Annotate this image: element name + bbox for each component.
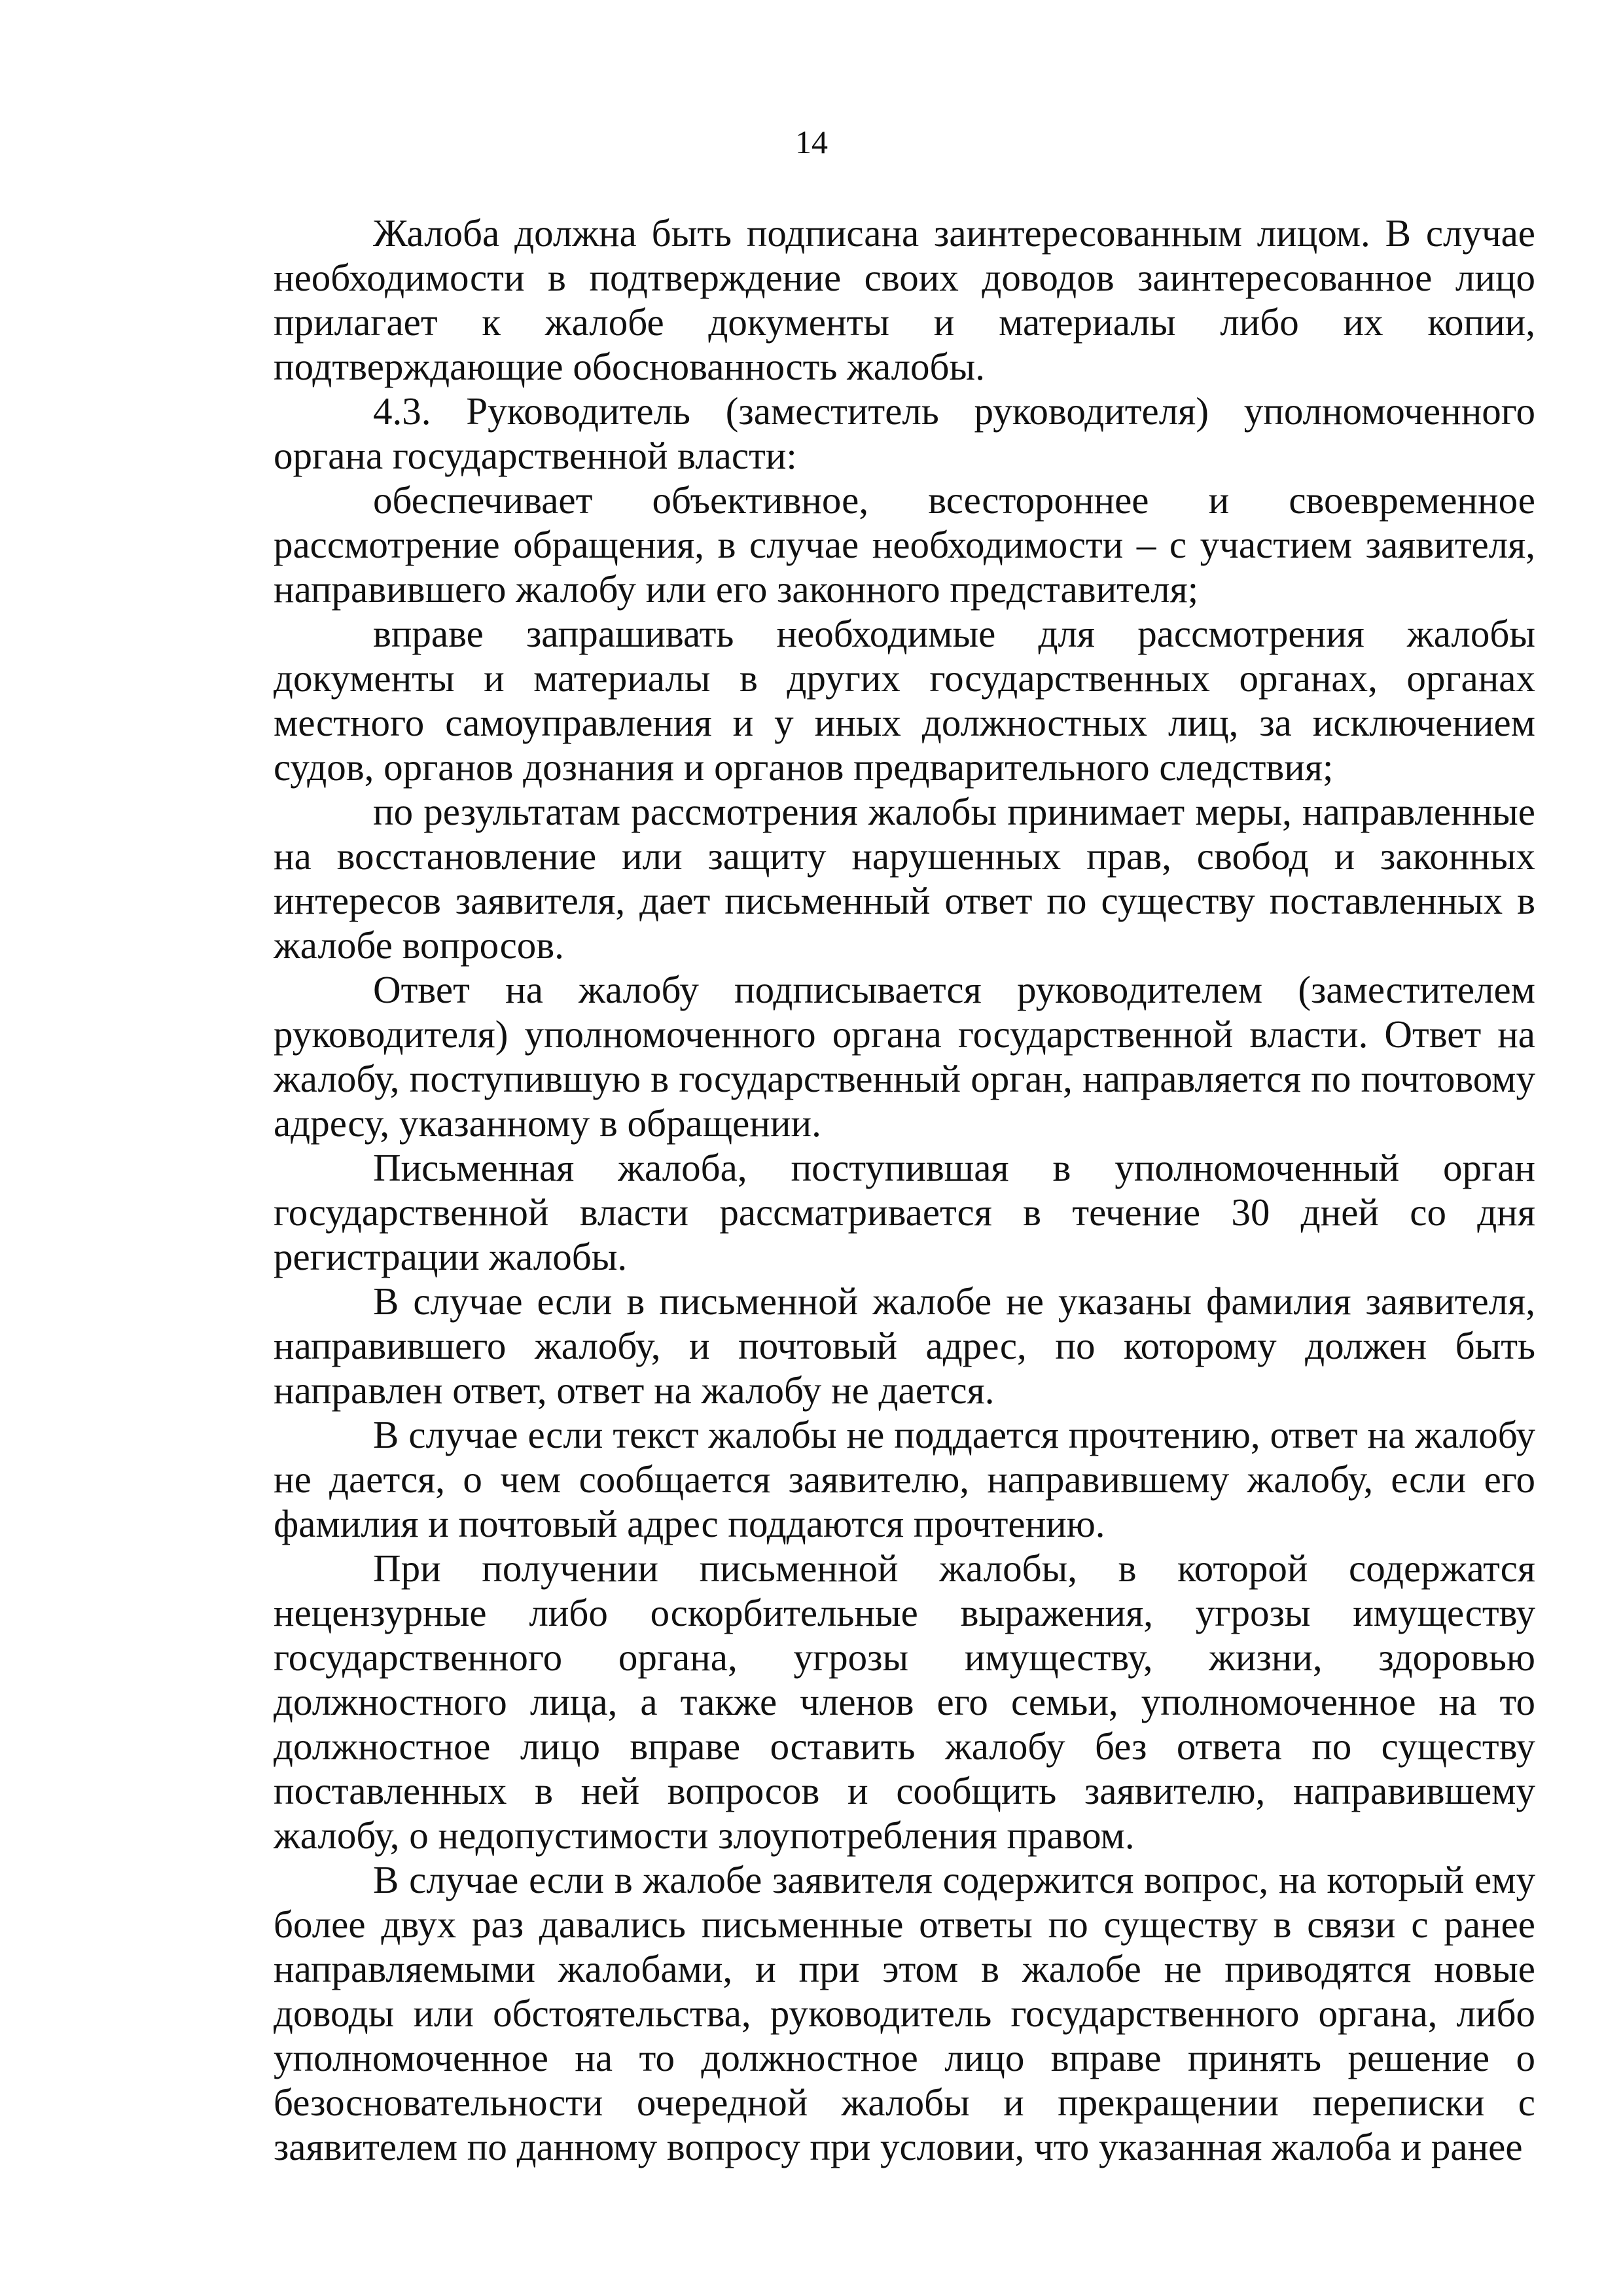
paragraph-review-period: Письменная жалоба, поступившая в уполномоченный орган государственной власти рассматривается в течение 30 дней со дня регистрации жалобы.	[274, 1146, 1535, 1278]
paragraph-unreadable-text: В случае если текст жалобы не поддается прочтению, ответ на жалобу не дается, о чем сообщается заявителю, направившему жалобу, если его фамилия и почтовый адрес поддаются прочтению.	[274, 1413, 1535, 1545]
paragraph-signature-requirement: Жалоба должна быть подписана заинтересованным лицом. В случае необходимости в подтверждение своих доводов заинтересованное лицо прилагает к жалобе документы и материалы либо их копии, подтверждающие обоснованность жалобы.	[274, 211, 1535, 388]
paragraph-request-documents: вправе запрашивать необходимые для рассмотрения жалобы документы и материалы в других государственных органах, органах местного самоуправления и у иных должностных лиц, за исключением судов, органов дознания и органов предварительного следствия;	[274, 612, 1535, 789]
page-number: 14	[795, 124, 828, 160]
document-body	[274, 211, 1535, 2169]
paragraph-no-name-address: В случае если в письменной жалобе не указаны фамилия заявителя, направившего жалобу, и почтовый адрес, по которому должен быть направлен ответ, ответ на жалобу не дается.	[274, 1280, 1535, 1412]
paragraph-obscene-language: При получении письменной жалобы, в которой содержатся нецензурные либо оскорбительные выражения, угрозы имуществу государственного органа, угрозы имуществу, жизни, здоровью должностного лица, а также членов его семьи, уполномоченное на то должностное лицо вправе оставить жалобу без ответа по существу поставленных в ней вопросов и сообщить заявителю, направившему жалобу, о недопустимости злоупотребления правом.	[274, 1547, 1535, 1857]
paragraph-review-results: по результатам рассмотрения жалобы принимает меры, направленные на восстановление или защиту нарушенных прав, свобод и законных интересов заявителя, дает письменный ответ по существу поставленных в жалобе вопросов.	[274, 790, 1535, 967]
paragraph-section-4-3: 4.3. Руководитель (заместитель руководителя) уполномоченного органа государственной власти:	[274, 389, 1535, 477]
paragraph-repeated-complaint: В случае если в жалобе заявителя содержится вопрос, на который ему более двух раз давались письменные ответы по существу в связи с ранее направляемыми жалобами, и при этом в жалобе не приводятся новые доводы или обстоятельства, руководитель государственного органа, либо уполномоченное на то должностное лицо вправе принять решение о безосновательности очередной жалобы и прекращении переписки с заявителем по данному вопросу при условии, что указанная жалоба и ранее	[274, 1858, 1535, 2168]
paragraph-objective-review: обеспечивает объективное, всестороннее и своевременное рассмотрение обращения, в случае необходимости – с участием заявителя, направившего жалобу или его законного представителя;	[274, 478, 1535, 611]
paragraph-response-signing: Ответ на жалобу подписывается руководителем (заместителем руководителя) уполномоченного органа государственной власти. Ответ на жалобу, поступившую в государственный орган, направляется по почтовому адресу, указанному в обращении.	[274, 968, 1535, 1145]
